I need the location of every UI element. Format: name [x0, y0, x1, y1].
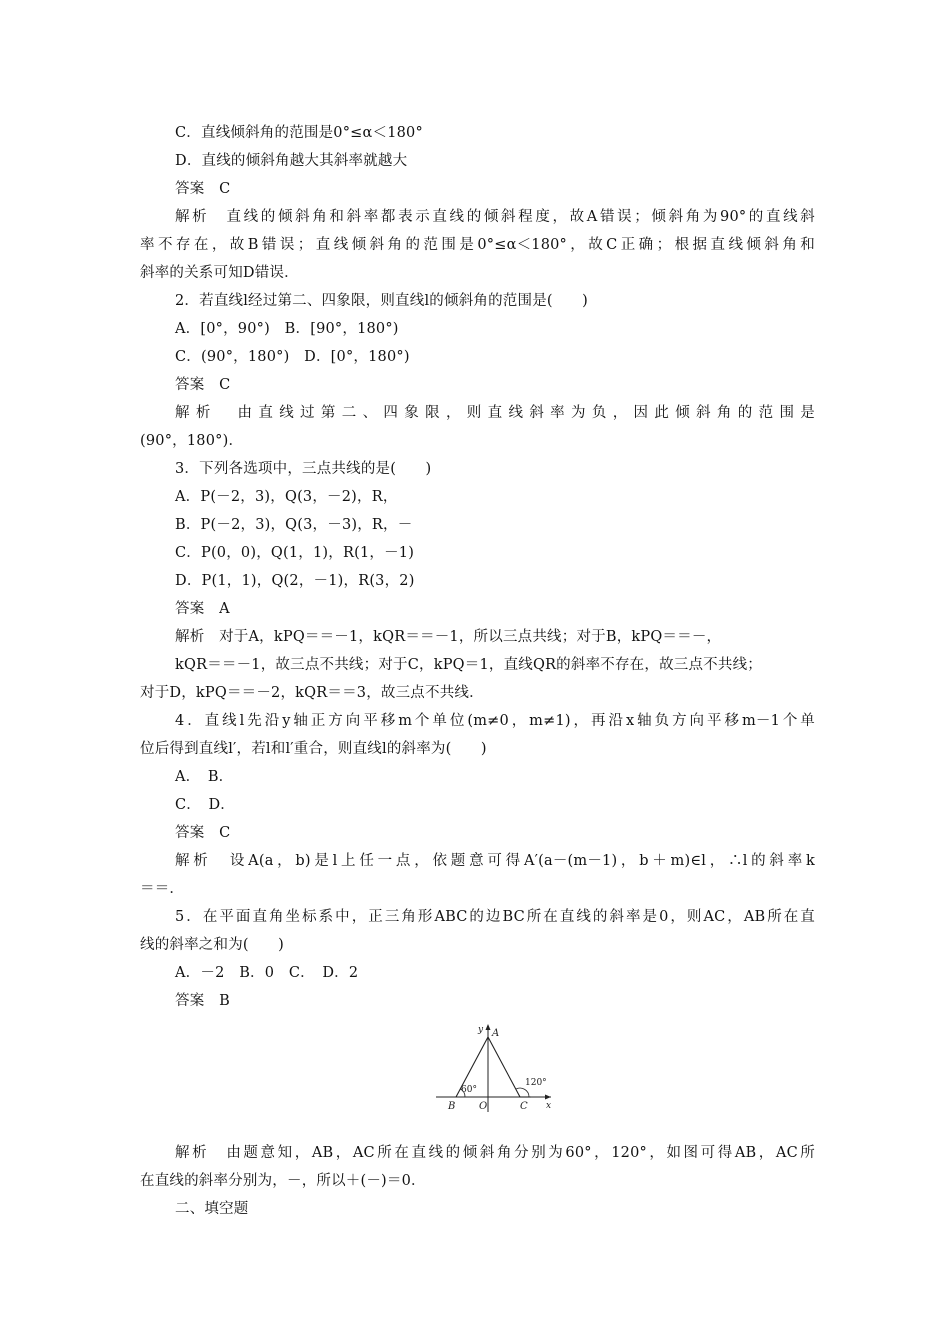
question-2-options-ab: A．[0°，90°) B．[90°，180°): [175, 321, 399, 337]
analysis-2-line-2: (90°，180°)．: [140, 433, 244, 449]
analysis-5-line-2: 在直线的斜率分别为，－，所以＋(－)＝0．: [140, 1173, 426, 1189]
answer-4: 答案 C: [175, 825, 231, 841]
label-a: A: [492, 1028, 500, 1039]
analysis-1-line-1: 解析 直线的倾斜角和斜率都表示直线的倾斜程度，故A错误；倾斜角为90°的直线斜: [175, 209, 815, 225]
analysis-1-line-3: 斜率的关系可知D错误．: [140, 265, 299, 281]
question-5-line-1: 5．在平面直角坐标系中，正三角形ABC的边BC所在直线的斜率是0，则AC，AB所在直: [175, 909, 815, 925]
question-2-options-cd: C．(90°，180°) D．[0°，180°): [175, 349, 410, 365]
analysis-3-line-3: 对于D，kPQ＝＝－2，kQR＝＝3，故三点不共线．: [140, 685, 484, 701]
label-angle-60: 60°: [461, 1085, 477, 1095]
analysis-3-line-2: kQR＝＝－1，故三点不共线；对于C，kPQ＝1，直线QR的斜率不存在，故三点不共线；: [175, 657, 762, 673]
label-x: x: [546, 1101, 552, 1111]
label-b: B: [448, 1101, 456, 1112]
question-3-option-c: C．P(0，0)，Q(1，1)，R(1，－1): [175, 545, 415, 561]
question-5-line-2: 线的斜率之和为( ): [140, 937, 285, 953]
question-4-options-cd: C． D．: [175, 797, 235, 813]
answer-2: 答案 C: [175, 377, 231, 393]
analysis-1-line-2: 率不存在，故B错误；直线倾斜角的范围是0°≤α＜180°，故C正确；根据直线倾斜角和: [140, 237, 815, 253]
analysis-4-line-1: 解析 设A(a，b)是l上任一点，依题意可得A′(a－(m－1)，b＋m)∈l，∴l的斜率k: [175, 853, 815, 869]
label-angle-120: 120°: [525, 1078, 547, 1088]
analysis-2-line-1: 解析 由直线过第二、四象限，则直线斜率为负，因此倾斜角的范围是: [175, 405, 815, 421]
analysis-4-line-2: ＝＝．: [140, 881, 185, 897]
segment-ac: [488, 1037, 520, 1097]
question-3-option-b: B．P(－2，3)，Q(3，－3)，R，－: [175, 517, 413, 533]
label-c: C: [520, 1101, 528, 1112]
triangle-figure: [436, 1022, 560, 1114]
question-4-options-ab: A． B．: [175, 769, 234, 785]
x-axis-arrow: [545, 1095, 551, 1100]
question-3-option-d: D．P(1，1)，Q(2，－1)，R(3，2): [175, 573, 415, 589]
question-4-line-2: 位后得到直线l′，若l和l′重合，则直线l的斜率为( ): [140, 741, 487, 757]
option-c-line: C．直线倾斜角的范围是0°≤α＜180°: [175, 125, 423, 141]
analysis-3-line-1: 解析 对于A，kPQ＝＝－1，kQR＝＝－1，所以三点共线；对于B，kPQ＝＝－，: [175, 629, 722, 645]
question-5-options: A．－2 B．0 C． D．2: [175, 965, 359, 981]
question-2: 2．若直线l经过第二、四象限，则直线l的倾斜角的范围是( ): [175, 293, 589, 309]
analysis-5-line-1: 解析 由题意知，AB，AC所在直线的倾斜角分别为60°，120°，如图可得AB，AC所: [175, 1145, 815, 1161]
label-y: y: [478, 1025, 484, 1035]
y-axis-arrow: [486, 1024, 491, 1030]
question-3: 3．下列各选项中，三点共线的是( ): [175, 461, 432, 477]
answer-5: 答案 B: [175, 993, 230, 1009]
label-o: O: [479, 1101, 488, 1112]
question-3-option-a: A．P(－2，3)，Q(3，－2)，R，: [175, 489, 398, 505]
option-d-line: D．直线的倾斜角越大其斜率就越大: [175, 153, 408, 169]
section-heading-fill-in: 二、填空题: [175, 1201, 249, 1217]
answer-3: 答案 A: [175, 601, 230, 617]
question-4-line-1: 4．直线l先沿y轴正方向平移m个单位(m≠0，m≠1)，再沿x轴负方向平移m－1个单: [175, 713, 815, 729]
answer-1: 答案 C: [175, 181, 231, 197]
